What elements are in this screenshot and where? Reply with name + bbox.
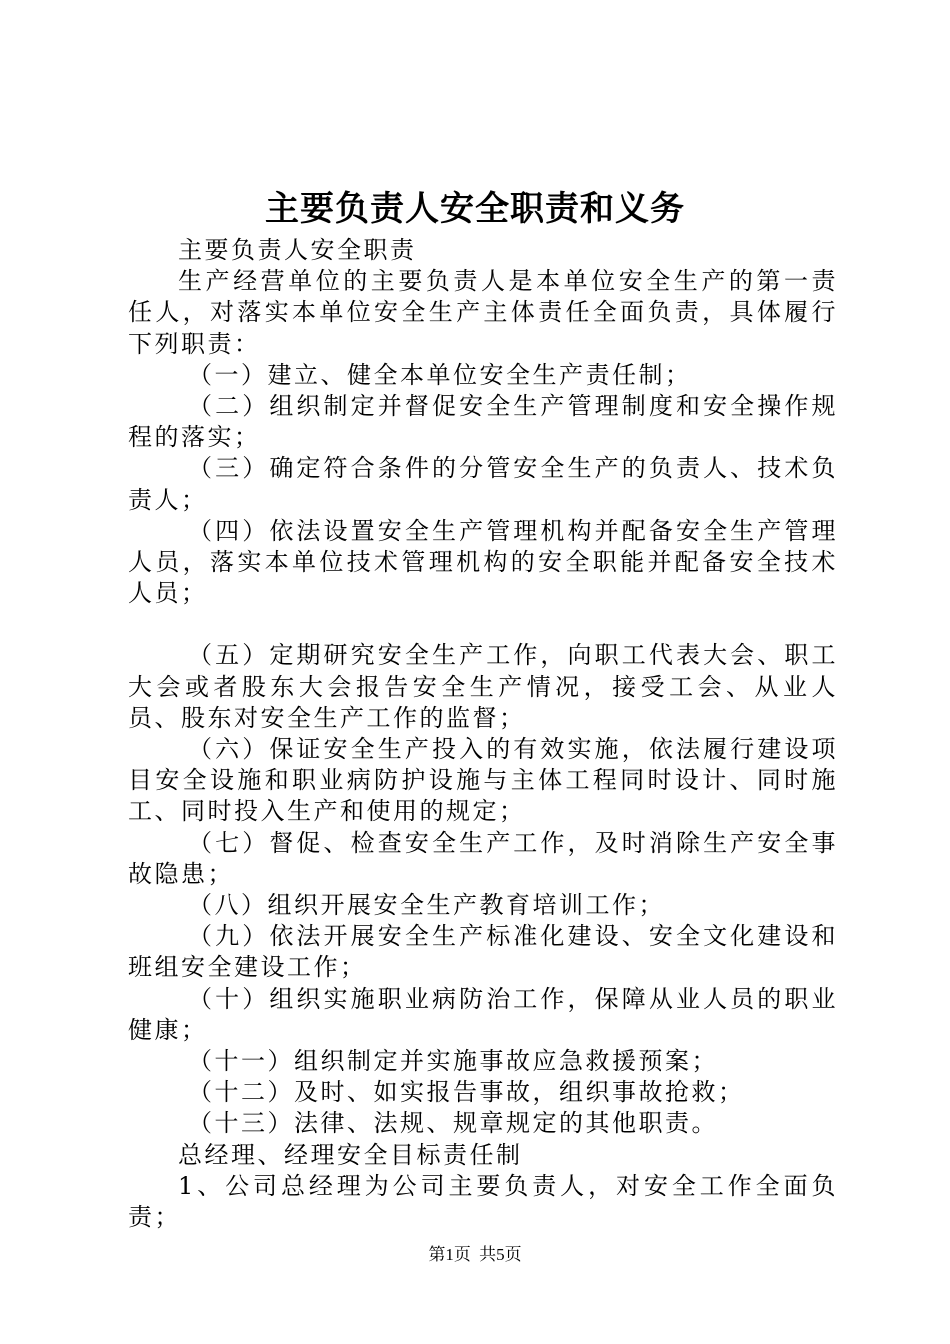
document-title: 主要负责人安全职责和义务 bbox=[265, 189, 685, 229]
body-paragraph: 生产经营单位的主要负责人是本单位安全生产的第一责任人，对落实本单位安全生产主体责任全面负责，具体履行下列职责： bbox=[128, 267, 838, 358]
body-paragraph: 1、公司总经理为公司主要负责人，对安全工作全面负责； bbox=[128, 1171, 838, 1232]
duty-item: （一）建立、健全本单位安全生产责任制； bbox=[188, 360, 692, 389]
duty-item: （十）组织实施职业病防治工作，保障从业人员的职业健康； bbox=[128, 984, 838, 1044]
duty-item: （七）督促、检查安全生产工作，及时消除生产安全事故隐患； bbox=[128, 828, 838, 888]
duty-item: （八）组织开展安全生产教育培训工作； bbox=[188, 891, 665, 920]
page-footer bbox=[0, 1243, 950, 1267]
duty-item: （三）确定符合条件的分管安全生产的负责人、技术负责人； bbox=[128, 454, 838, 514]
paragraph-spacer bbox=[128, 609, 838, 640]
duty-item: （十二）及时、如实报告事故，组织事故抢救； bbox=[188, 1078, 745, 1107]
duty-item: （九）依法开展安全生产标准化建设、安全文化建设和班组安全建设工作； bbox=[128, 922, 838, 982]
duty-item: （十三）法律、法规、规章规定的其他职责。 bbox=[188, 1109, 718, 1138]
duty-item: （二）组织制定并督促安全生产管理制度和安全操作规程的落实； bbox=[128, 392, 838, 452]
document-body bbox=[128, 235, 838, 1233]
duty-item: （四）依法设置安全生产管理机构并配备安全生产管理人员，落实本单位技术管理机构的安全职能并配备安全技术人员； bbox=[128, 516, 838, 608]
page-number: 第1页 bbox=[428, 1245, 471, 1264]
duty-item: （六）保证安全生产投入的有效实施，依法履行建设项目安全设施和职业病防护设施与主体工程同时设计、同时施工、同时投入生产和使用的规定； bbox=[128, 735, 838, 826]
page-total: 共5页 bbox=[479, 1245, 522, 1264]
section-heading: 主要负责人安全职责 bbox=[178, 236, 417, 264]
duty-item: （五）定期研究安全生产工作，向职工代表大会、职工大会或者股东大会报告安全生产情况，接受工会、从业人员、股东对安全生产工作的监督； bbox=[128, 641, 838, 732]
duty-item: （十一）组织制定并实施事故应急救援预案； bbox=[188, 1047, 718, 1076]
section-heading: 总经理、经理安全目标责任制 bbox=[178, 1140, 523, 1169]
